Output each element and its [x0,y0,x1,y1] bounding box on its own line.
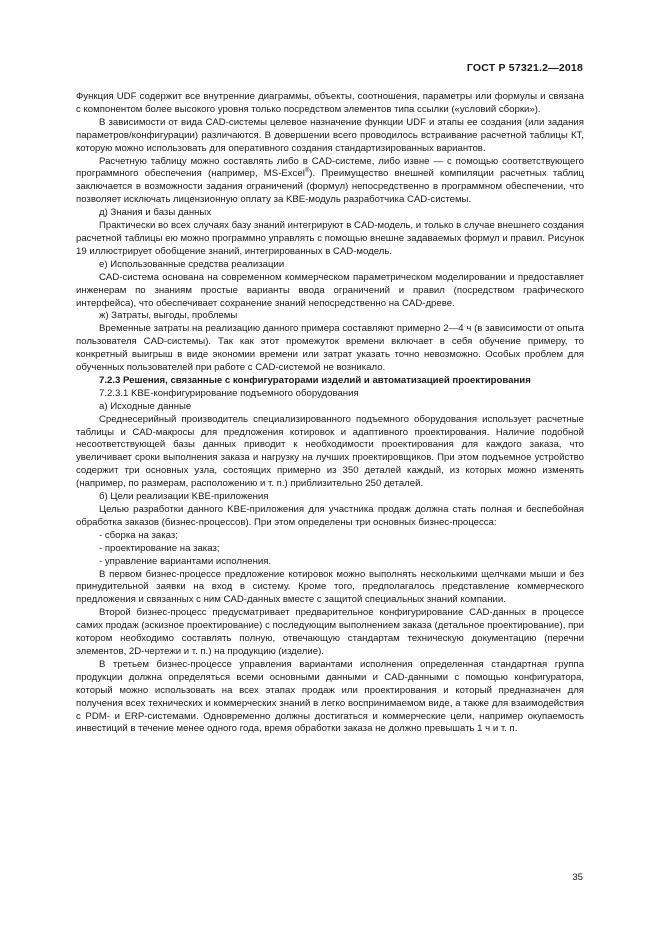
list-heading: а) Исходные данные [99,400,192,412]
subsection-heading: 7.2.3.1 KBE-конфигурирование подъемного оборудования [99,387,359,399]
paragraph: CAD-система основана на современном коммерческом параметрическом моделировании и предоставляет инженерам по знаниям простые варианты ввода ограничений и правил (посредством графического интерфейса), что обеспечивает сохранение знаний непосредственно на CAD-древе. [76,271,584,309]
page-number: 35 [572,872,583,883]
section-heading: 7.2.3 Решения, связанные с конфигураторами изделий и автоматизацией проектирования [99,374,531,386]
paragraph: Временные затраты на реализацию данного примера составляют примерно 2—4 ч (в зависимости от опыта пользователя CAD-системы). Так как этот промежуток времени включает в себя обучение примеру, то конкретный выигрыш в виде экономии времени или затрат указать точно невозможно. Особых проблем для обученных пользователей при работе с CAD-системой не возникало. [76,323,584,374]
paragraph: Функция UDF содержит все внутренние диаграммы, объекты, соотношения, параметры или формулы и связана с компонентом более высокого уровня только посредством элементов типа ссылки («условий сборки»). [76,91,584,115]
standard-code-header: ГОСТ Р 57321.2—2018 [466,62,583,74]
paragraph: Целью разработки данного KBE-приложения для участника продаж должна стать полная и беспебойная обработка заказов (бизнес-процессов). При этом определены три основных бизнес-процесса: [76,504,584,528]
paragraph: В зависимости от вида CAD-системы целевое назначение функции UDF и этапы ее создания (или задания параметров/конфигурации) различаются. В довершении всего проводилось встраивание расчетной таблицы КТ, которую можно использовать для оперативного создания стандартизированных вариантов. [76,116,584,154]
list-heading: е) Использованные средства реализации [99,258,285,270]
registered-mark: ® [304,168,310,175]
paragraph: В третьем бизнес-процессе управления вариантами исполнения определенная стандартная группа продукции должна определяться всеми основными данными и CAD-данными с помощью конфигуратора, который можно использовать на всех этапах продаж или проектирования и который предназначен для получения всех технических и коммерческих знаний в легко воспринимаемом виде, а также для взаимодействия с PDM- и ERP-системами. Одновременно должны достигаться и коммерческие цели, например окупаемость инвестиций в течение менее одного года, время обработки заказа не должно превышать 1 ч и т. п. [76,658,584,735]
bullet-item: - управление вариантами исполнения. [99,555,272,567]
paragraph: Второй бизнес-процесс предусматривает предварительное конфигурирование CAD-данных в процессе самих продаж (эскизное проектирование) с последующим выполнением заказа (детальное проектирование), при котором необходимо составлять полную, отвечающую стандартам техническую документацию (перечни элементов, 2D-чертежи и т. п.) на продукцию (изделие). [76,607,584,657]
paragraph: Среднесерийный производитель специализированного подъемного оборудования использует расчетные таблицы и CAD-макросы для предложения котировок и адаптивного проектирования. Наличие подобной несоответствующей базы данных приводит к необходимости проектирования для каждого заказа, что увеличивает сроки выполнения заказа и нагрузку на лучших проектировщиков. При этом подъемное устройство содержит три основных узла, состоящих примерно из 350 деталей каждый, из которых можно изменять (например, по размерам, расположению и т. п.) приблизительно 250 деталей. [76,413,584,490]
list-heading: б) Цели реализации KBE-приложения [99,491,269,503]
paragraph: Расчетную таблицу можно составлять либо в CAD-системе, либо извне — с помощью соответствующего программного обеспечения (например, MS-Excel®). Преимущество внешней компиляции расчетных таблиц заключается в возможности задания ограничений (формул) непосредственно в программном обеспечении, что позволяет исключать лицензионную оплату за KBE-модуль разработчика CAD-системы. [76,155,584,206]
list-heading: ж) Затраты, выгоды, проблемы [99,310,238,322]
bullet-item: - проектирование на заказ; [99,542,220,554]
body-text [76,91,584,736]
paragraph: В первом бизнес-процессе предложение котировок можно выполнять несколькими щелчками мыши и без принудительной заявки на вход в систему. Кроме того, предполагалось представление коммерческого предложения и связанных с ним CAD-данных вместе с защитой специальных знаний компании. [76,568,584,606]
bullet-item: - сборка на заказ; [99,529,178,541]
list-heading: д) Знания и базы данных [99,207,212,219]
paragraph: Практически во всех случаях базу знаний интегрируют в CAD-модель, и только в случае внешнего создания расчетной таблицы ею можно программно управлять с помощью внешне задаваемых формул и правил. Рисунок 19 иллюстрирует обобщение знаний, интегрированных в CAD-модель. [76,220,584,257]
